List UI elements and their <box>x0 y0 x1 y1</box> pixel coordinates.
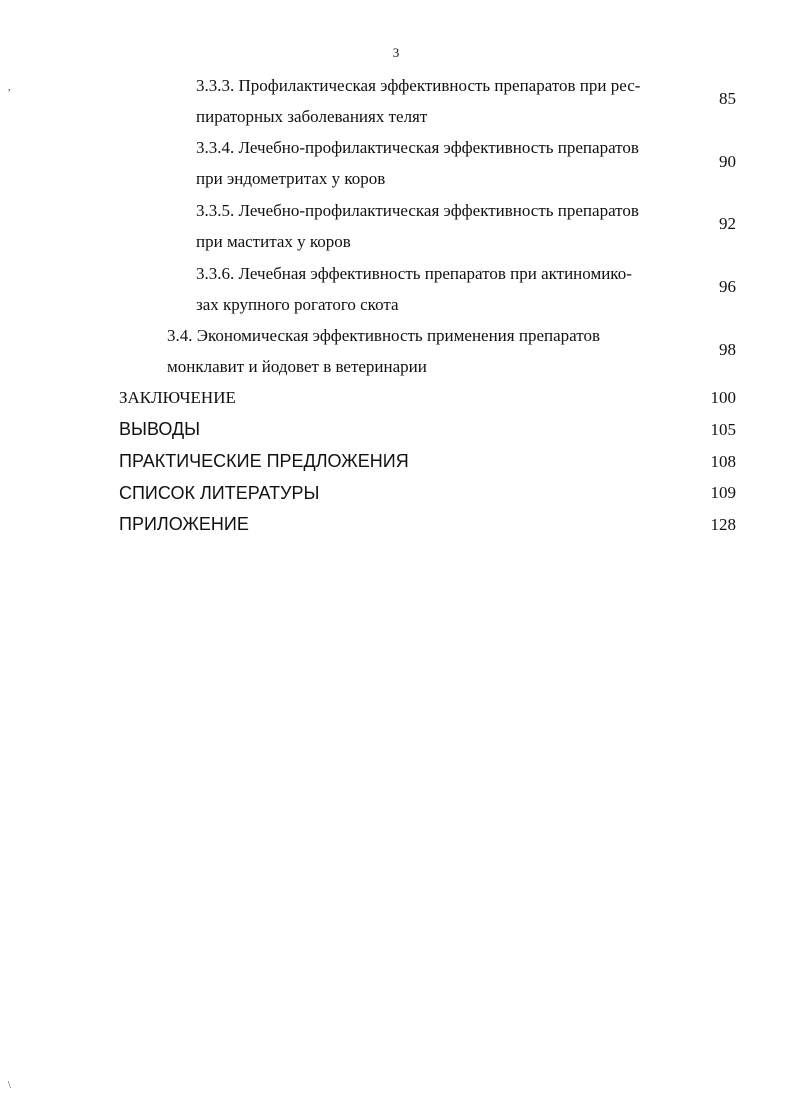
toc-entry-line: 3.4. Экономическая эффективность применения препаратов <box>167 326 600 345</box>
toc-entry-line: зах крупного рогатого скота <box>196 295 399 314</box>
toc-entry-line: при эндометритах у коров <box>196 169 386 188</box>
toc-section-findings[interactable]: ВЫВОДЫ <box>119 419 201 439</box>
page-number: 3 <box>392 45 400 60</box>
toc-entry-3-3-6[interactable] <box>196 258 632 320</box>
toc-section-references[interactable]: СПИСОК ЛИТЕРАТУРЫ <box>119 483 320 503</box>
toc-page-number: 96 <box>719 277 736 296</box>
toc-entry-3-3-3[interactable] <box>196 70 640 132</box>
toc-entry-line: 3.3.3. Профилактическая эффективность препаратов при рес- <box>196 76 641 95</box>
toc-page-number: 90 <box>719 152 736 171</box>
toc-entry-line: 3.3.4. Лечебно-профилактическая эффективность препаратов <box>196 138 639 157</box>
toc-section-practical-proposals[interactable]: ПРАКТИЧЕСКИЕ ПРЕДЛОЖЕНИЯ <box>119 451 409 471</box>
scan-speck: , <box>8 82 11 93</box>
toc-page-number: 92 <box>719 214 736 233</box>
toc-page-number: 128 <box>710 515 736 534</box>
toc-entry-line: пираторных заболеваниях телят <box>196 107 428 126</box>
toc-page-number: 105 <box>710 420 736 439</box>
toc-section-conclusion[interactable]: ЗАКЛЮЧЕНИЕ <box>119 388 236 407</box>
toc-page-number: 85 <box>719 89 736 108</box>
toc-entry-3-4[interactable] <box>167 320 600 382</box>
toc-page-number: 109 <box>710 483 736 502</box>
toc-entry-3-3-5[interactable] <box>196 195 639 257</box>
toc-page-number: 100 <box>710 388 736 407</box>
toc-page-number: 108 <box>710 452 736 471</box>
toc-section-appendix[interactable]: ПРИЛОЖЕНИЕ <box>119 514 249 534</box>
toc-entry-line: монклавит и йодовет в ветеринарии <box>167 357 427 376</box>
toc-entry-line: при маститах у коров <box>196 232 351 251</box>
toc-entry-3-3-4[interactable] <box>196 132 639 194</box>
toc-entry-line: 3.3.5. Лечебно-профилактическая эффективность препаратов <box>196 201 639 220</box>
toc-page-number: 98 <box>719 340 736 359</box>
scan-speck: \ <box>8 1080 11 1091</box>
toc-entry-line: 3.3.6. Лечебная эффективность препаратов при актиномико- <box>196 264 632 283</box>
